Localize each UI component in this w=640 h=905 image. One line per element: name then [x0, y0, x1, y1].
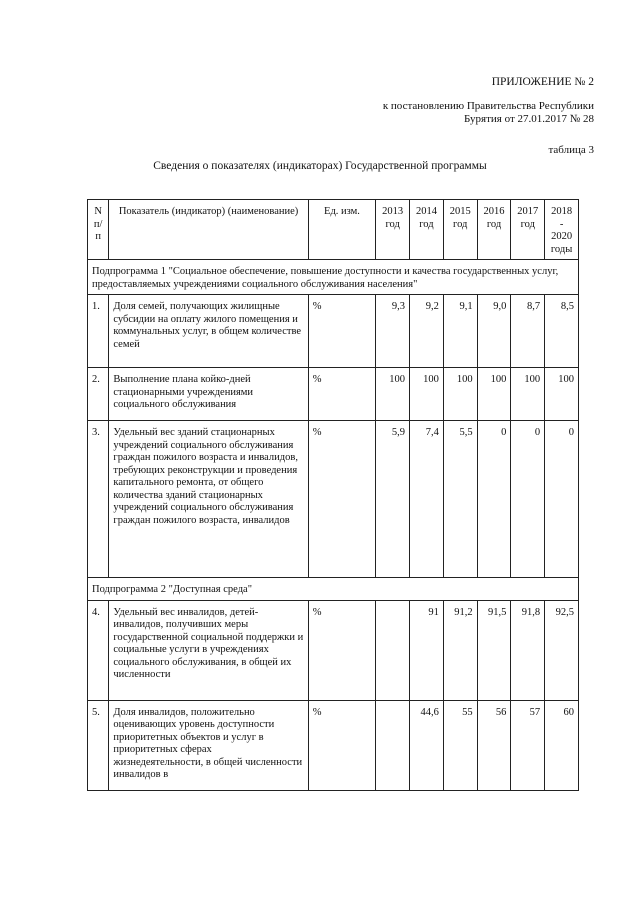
value-2016: 56: [477, 700, 511, 790]
unit-cell: %: [308, 368, 376, 421]
header-unit: Ед. изм.: [308, 200, 376, 260]
value-2013: 5,9: [376, 421, 410, 578]
value-2015: 55: [443, 700, 477, 790]
unit-cell: %: [308, 295, 376, 368]
table-row: [88, 600, 579, 700]
decree-line-1: к постановлению Правительства Республики: [382, 100, 594, 112]
table-row: [88, 295, 579, 368]
section-title-1: Подпрограмма 1 "Социальное обеспечение, повышение доступности и качества государственных услуг, предоставляемых учреждениями социального обслуживания населения": [88, 260, 579, 295]
page-title: Сведения о показателях (индикаторах) Государственной программы: [153, 160, 487, 172]
section-row: [88, 260, 579, 295]
indicator-name: Выполнение плана койко-дней стационарными учреждениями социального обслуживания: [109, 368, 308, 421]
indicator-name: Удельный вес инвалидов, детей-инвалидов, получивших меры государственной социальной поддержки и социальные услуги в учреждениях социального обслуживания, в общей их численности: [109, 600, 308, 700]
value-2015: 100: [443, 368, 477, 421]
unit-cell: %: [308, 600, 376, 700]
indicator-name: Удельный вес зданий стационарных учреждений социального обслуживания граждан пожилого возраста и инвалидов, требующих реконструкции и проведения капитального ремонта, от общего количества зданий стационарных учреждений социального обслуживания граждан пожилого возраста, инвалидов: [109, 421, 308, 578]
value-2015: 5,5: [443, 421, 477, 578]
table-row: [88, 700, 579, 790]
value-2014: 9,2: [410, 295, 444, 368]
value-2015: 91,2: [443, 600, 477, 700]
value-2017: 91,8: [511, 600, 545, 700]
value-2017: 0: [511, 421, 545, 578]
value-2018-2020: 100: [545, 368, 579, 421]
value-2013: 9,3: [376, 295, 410, 368]
value-2016: 100: [477, 368, 511, 421]
value-2013: [376, 700, 410, 790]
indicator-name: Доля инвалидов, положительно оценивающих уровень доступности приоритетных объектов и услуг в приоритетных сферах жизнедеятельности, в общей численности инвалидов в: [109, 700, 308, 790]
row-number: 3.: [88, 421, 109, 578]
table-row: [88, 368, 579, 421]
value-2013: [376, 600, 410, 700]
value-2013: 100: [376, 368, 410, 421]
table-row: [88, 421, 579, 578]
header-2015: 2015 год: [443, 200, 477, 260]
value-2018-2020: 60: [545, 700, 579, 790]
header-no: N п/п: [88, 200, 109, 260]
value-2016: 91,5: [477, 600, 511, 700]
indicators-table: [87, 199, 579, 791]
decree-line-2: Бурятия от 27.01.2017 № 28: [463, 113, 594, 125]
value-2014: 7,4: [410, 421, 444, 578]
header-2016: 2016 год: [477, 200, 511, 260]
value-2017: 57: [511, 700, 545, 790]
value-2018-2020: 8,5: [545, 295, 579, 368]
section-row: [88, 578, 579, 601]
annex-label: ПРИЛОЖЕНИЕ № 2: [491, 76, 594, 88]
header-2017: 2017 год: [511, 200, 545, 260]
header-2013: 2013 год: [376, 200, 410, 260]
section-title-2: Подпрограмма 2 "Доступная среда": [88, 578, 579, 601]
row-number: 2.: [88, 368, 109, 421]
value-2016: 9,0: [477, 295, 511, 368]
header-2018-2020: 2018 - 2020 годы: [545, 200, 579, 260]
value-2015: 9,1: [443, 295, 477, 368]
indicator-name: Доля семей, получающих жилищные субсидии на оплату жилого помещения и коммунальных услуг, в общем количестве семей: [109, 295, 308, 368]
header-indicator: Показатель (индикатор) (наименование): [109, 200, 308, 260]
row-number: 1.: [88, 295, 109, 368]
value-2018-2020: 0: [545, 421, 579, 578]
value-2014: 91: [410, 600, 444, 700]
value-2014: 44,6: [410, 700, 444, 790]
unit-cell: %: [308, 421, 376, 578]
value-2017: 8,7: [511, 295, 545, 368]
header-2014: 2014 год: [410, 200, 444, 260]
value-2014: 100: [410, 368, 444, 421]
row-number: 4.: [88, 600, 109, 700]
unit-cell: %: [308, 700, 376, 790]
decree-reference: [383, 100, 594, 126]
row-number: 5.: [88, 700, 109, 790]
value-2018-2020: 92,5: [545, 600, 579, 700]
table-header-row: [88, 200, 579, 260]
value-2017: 100: [511, 368, 545, 421]
table-number: таблица 3: [548, 144, 594, 156]
value-2016: 0: [477, 421, 511, 578]
